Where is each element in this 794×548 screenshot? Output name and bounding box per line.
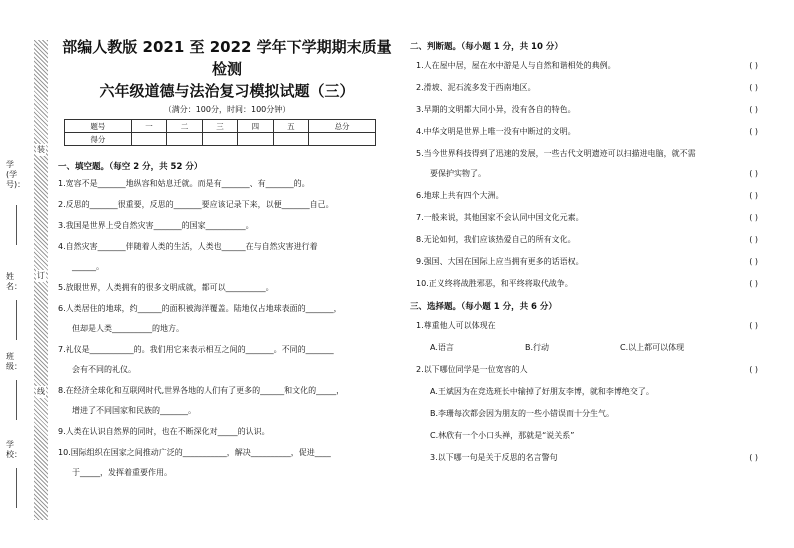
- exam-meta: （满分：100分，时间：100分钟）: [163, 105, 291, 114]
- judge-question: 10.正义终将战胜邪恶，和平终将取代战争。 ( ): [416, 279, 758, 288]
- score-header-cell: 三: [202, 120, 237, 133]
- judge-question: 1.人在屋中居，屋在水中游是人与自然和谐相处的典例。 ( ): [416, 61, 758, 70]
- fill-question: 7.礼仪是___________的。我们用它来表示相互之间的_______。不同的_______ 会有不同的礼仪。: [58, 345, 334, 374]
- score-table-score-row: [65, 133, 376, 146]
- left-column: [58, 36, 396, 488]
- answer-paren[interactable]: ( ): [749, 453, 758, 462]
- answer-paren[interactable]: ( ): [749, 61, 758, 70]
- choice-question: 1.尊重他人可以体现在 ( ): [416, 321, 758, 330]
- fill-question: 5.放眼世界，人类拥有的很多文明成就，都可以__________。: [58, 283, 274, 292]
- score-header-cell: 五: [273, 120, 308, 133]
- answer-paren[interactable]: ( ): [749, 213, 758, 222]
- score-header-cell: 四: [238, 120, 273, 133]
- answer-paren[interactable]: ( ): [749, 169, 758, 178]
- score-row-label: 得分: [65, 133, 132, 146]
- fill-question: 3.我国是世界上受自然灾害_______的国家__________。: [58, 221, 254, 230]
- section2-title: 二、判断题。（每小题 1 分，共 10 分）: [410, 42, 563, 52]
- score-cell[interactable]: [202, 133, 237, 146]
- school-line: [16, 468, 17, 508]
- fill-question: 4.自然灾害_______伴随着人类的生活，人类也______在与自然灾害进行着 ______。: [58, 242, 318, 271]
- score-header-cell: 题号: [65, 120, 132, 133]
- score-table-header-row: [65, 120, 376, 133]
- judge-question: 3.早期的文明都大同小异，没有各自的特色。 ( ): [416, 105, 758, 114]
- score-cell[interactable]: [167, 133, 202, 146]
- score-header-cell: 二: [167, 120, 202, 133]
- judge-question: 9.强国、大国在国际上应当拥有更多的话语权。 ( ): [416, 257, 758, 266]
- choice-question: 2.以下哪位同学是一位宽容的人 ( ): [416, 365, 758, 374]
- score-header-cell: 总分: [309, 120, 376, 133]
- name-line: [16, 300, 17, 340]
- fill-question: 10.国际组织在国家之间推动广泛的___________，解决__________，促进____ 于_____，发挥着重要作用。: [58, 448, 331, 477]
- answer-paren[interactable]: ( ): [749, 191, 758, 200]
- option-c[interactable]: C.以上都可以体现: [620, 343, 685, 352]
- section3-title: 三、选择题。（每小题 1 分，共 6 分）: [410, 302, 557, 312]
- judge-question: 4.中华文明是世界上唯一没有中断过的文明。 ( ): [416, 127, 758, 136]
- student-id-label: 学(学号)：: [6, 160, 26, 189]
- answer-paren[interactable]: ( ): [749, 279, 758, 288]
- judge-question: 6.地球上共有四个大洲。 ( ): [416, 191, 758, 200]
- student-id-line: [16, 205, 17, 245]
- answer-paren[interactable]: ( ): [749, 257, 758, 266]
- fill-question: 2.反思的_______很重要，反思的_______要应该记录下来，以便_______自己。: [58, 200, 334, 209]
- judge-question: 7.一般来说，其他国家不会认同中国文化元素。 ( ): [416, 213, 758, 222]
- seal-char-ding: 订: [37, 271, 45, 280]
- section1-title: 一、填空题。（每空 2 分，共 52 分）: [58, 162, 203, 172]
- seal-char-xian: 线: [37, 387, 45, 396]
- judge-question: 2.滑坡、泥石流多发于西南地区。 ( ): [416, 83, 758, 92]
- score-cell[interactable]: [309, 133, 376, 146]
- score-cell[interactable]: [238, 133, 273, 146]
- score-header-cell: 一: [131, 120, 166, 133]
- answer-paren[interactable]: ( ): [749, 365, 758, 374]
- exam-subtitle: 六年级道德与法治复习模拟试题（三）: [99, 82, 355, 100]
- score-table: [64, 119, 376, 146]
- answer-paren[interactable]: ( ): [749, 235, 758, 244]
- answer-paren[interactable]: ( ): [749, 105, 758, 114]
- choice-options: [430, 342, 770, 353]
- option-a[interactable]: A.王斌因为在竞选班长中输掉了好朋友李博，就和李博绝交了。: [430, 387, 654, 396]
- class-line: [16, 380, 17, 420]
- judge-question: 5.当今世界科技得到了迅速的发展，一些古代文明遗迹可以扫描进电脑，就不需 要保护实物了。 ( ): [416, 149, 758, 178]
- option-b[interactable]: B.行动: [525, 343, 550, 352]
- fill-question: 6.人类居住的地球，约______的面积被海洋覆盖。陆地仅占地球表面的_______， 但却是人类__________的地方。: [58, 304, 342, 333]
- answer-paren[interactable]: ( ): [749, 127, 758, 136]
- answer-paren[interactable]: ( ): [749, 83, 758, 92]
- choice-question: 3.以下哪一句是关于反思的名言警句 ( ): [430, 453, 758, 462]
- fill-question: 9.人类在认识自然界的同时，也在不断深化对_____的认识。: [58, 427, 270, 436]
- name-label: 姓名：: [6, 272, 22, 291]
- judge-question: 8.无论如何，我们应该热爱自己的所有文化。 ( ): [416, 235, 758, 244]
- score-cell[interactable]: [131, 133, 166, 146]
- class-label: 班级：: [6, 352, 22, 371]
- score-cell[interactable]: [273, 133, 308, 146]
- option-a[interactable]: A.语言: [430, 343, 454, 352]
- option-b[interactable]: B.李珊每次都会因为朋友的一些小错误而十分生气。: [430, 409, 615, 418]
- exam-title: 部编人教版 2021 至 2022 学年下学期期末质量检测: [62, 38, 392, 78]
- right-column: [410, 36, 770, 474]
- fill-question: 1.宽容不是_______地纵容和姑息迁就。而是有_______、有_______的。: [58, 179, 310, 188]
- school-label: 学校：: [6, 440, 22, 459]
- fill-question: 8.在经济全球化和互联网时代,世界各地的人们有了更多的______和文化的_____， 增进了不同国家和民族的_______。: [58, 386, 345, 415]
- answer-paren[interactable]: ( ): [749, 321, 758, 330]
- seal-char-zhuang: 装: [37, 145, 45, 154]
- option-c[interactable]: C.林欣有一个小口头禅，那就是“说关系”: [430, 431, 575, 440]
